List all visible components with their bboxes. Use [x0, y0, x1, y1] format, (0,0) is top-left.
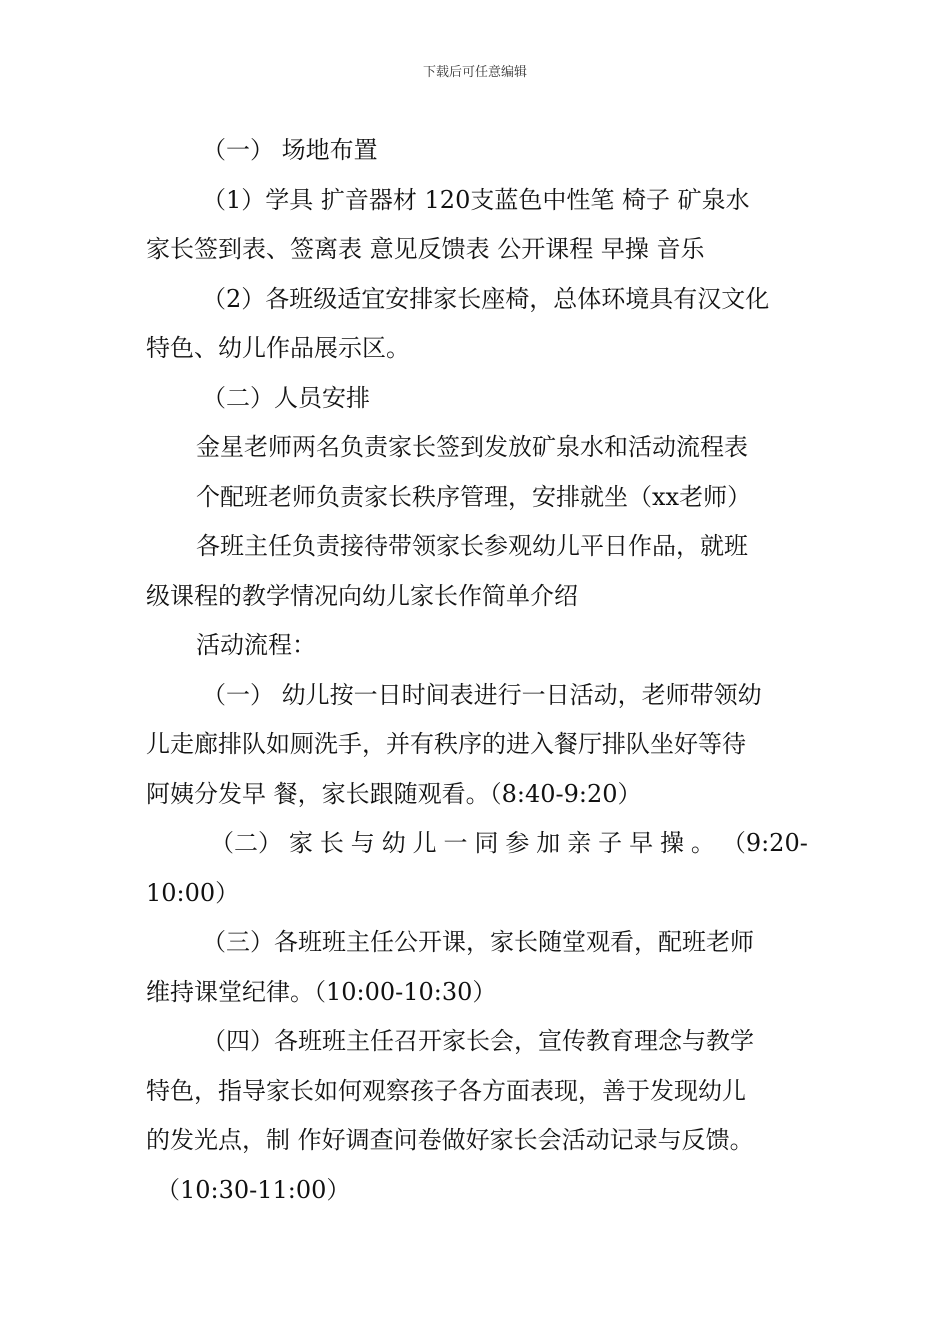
- justified-segment: 操: [659, 829, 684, 857]
- justified-segment: 参: [505, 829, 530, 857]
- paragraph-line: （四）各班班主任召开家长会，宣传教育理念与教学: [202, 1027, 754, 1055]
- justified-segment: 长: [319, 829, 344, 857]
- paragraph-line: （10:30-11:00）: [156, 1175, 351, 1204]
- paragraph-line: 特色、幼儿作品展示区。: [146, 334, 410, 362]
- paragraph-line: 维持课堂纪律。（10:00-10:30）: [146, 977, 497, 1006]
- paragraph-line: 家长签到表、签离表 意见反馈表 公开课程 早操 音乐: [146, 235, 705, 263]
- paragraph-line: 10:00）: [146, 878, 240, 907]
- justified-segment: 亲: [567, 829, 592, 857]
- justified-segment: 。: [690, 829, 715, 857]
- justified-segment: 儿: [412, 829, 437, 857]
- paragraph-line: 的发光点，制 作好调查问卷做好家长会活动记录与反馈。: [146, 1126, 754, 1154]
- justified-segment: （9:20-: [721, 829, 808, 857]
- section-heading-venue: （一） 场地布置: [202, 136, 378, 164]
- justified-segment: 与: [350, 829, 375, 857]
- section-heading-process: 活动流程：: [196, 631, 316, 659]
- paragraph-line: （2）各班级适宜安排家长座椅，总体环境具有汉文化: [202, 284, 770, 313]
- justified-segment: 家: [288, 829, 313, 857]
- justified-segment: 幼: [381, 829, 406, 857]
- justified-segment: 同: [474, 829, 499, 857]
- justified-segment: 早: [629, 829, 654, 857]
- section-heading-staff: （二）人员安排: [202, 383, 370, 412]
- paragraph-line: 特色，指导家长如何观察孩子各方面表现，善于发现幼儿: [146, 1076, 746, 1105]
- paragraph-line: 金星老师两名负责家长签到发放矿泉水和活动流程表: [196, 433, 748, 461]
- paragraph-line: （三）各班班主任公开课，家长随堂观看，配班老师: [202, 928, 754, 956]
- paragraph-line: 级课程的教学情况向幼儿家长作简单介绍: [146, 581, 578, 610]
- paragraph-line: （一） 幼儿按一日时间表进行一日活动，老师带领幼: [202, 680, 762, 709]
- paragraph-line-justified: [146, 819, 810, 869]
- paragraph-line: （1）学具 扩音器材 120支蓝色中性笔 椅子 矿泉水: [202, 185, 750, 214]
- document-body: [146, 126, 810, 1215]
- justified-segment: 子: [598, 829, 623, 857]
- paragraph-line: 阿姨分发早 餐，家长跟随观看。（8:40-9:20）: [146, 779, 642, 808]
- paragraph-line: 个配班老师负责家长秩序管理，安排就坐（xx老师）: [196, 482, 752, 511]
- paragraph-line: 儿走廊排队如厕洗手，并有秩序的进入餐厅排队坐好等待: [146, 730, 746, 758]
- paragraph-line: 各班主任负责接待带领家长参观幼儿平日作品，就班: [196, 532, 748, 560]
- justified-segment: 加: [536, 829, 561, 857]
- page-header: 下载后可任意编辑: [422, 65, 527, 80]
- justified-segment: （二）: [210, 829, 282, 857]
- justified-segment: 一: [443, 829, 468, 857]
